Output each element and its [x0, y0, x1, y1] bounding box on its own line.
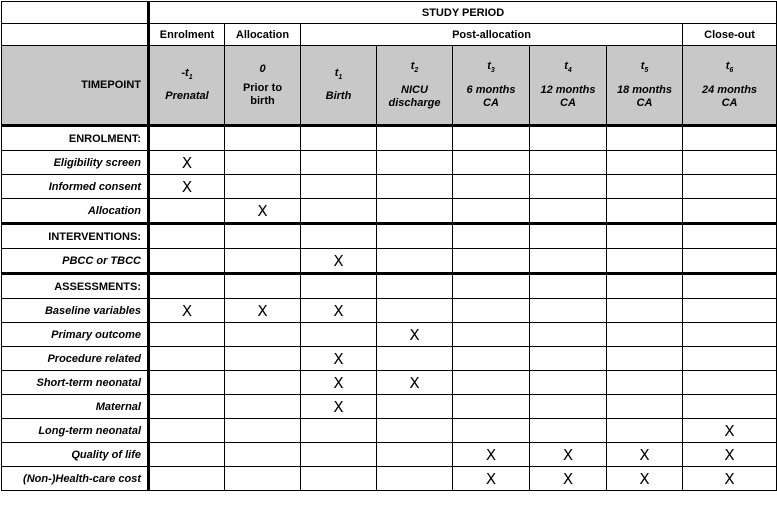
schedule-cell: [225, 224, 301, 249]
schedule-cell: [225, 323, 301, 347]
x-mark: X: [333, 251, 344, 270]
timepoint-cell: [453, 46, 530, 126]
enrolment-header: Enrolment: [149, 24, 225, 46]
timepoint-cell: [377, 46, 453, 126]
timepoint-description: Prior to: [242, 81, 283, 94]
schedule-cell: [149, 249, 225, 274]
schedule-cell: [225, 199, 301, 224]
schedule-cell: [301, 249, 377, 274]
timepoint-code: [229, 63, 296, 76]
schedule-cell: [453, 299, 530, 323]
row-label: Long-term neonatal: [2, 419, 149, 443]
schedule-cell: [377, 323, 453, 347]
timepoint-code: [381, 60, 448, 77]
table-row: [2, 371, 777, 395]
section-header-row: [2, 224, 777, 249]
table-row: [2, 299, 777, 323]
timepoint-code: [611, 60, 678, 77]
schedule-cell: [683, 151, 777, 175]
table-row: [2, 467, 777, 491]
timepoint-code-prefix: t: [564, 60, 568, 73]
schedule-cell: [301, 443, 377, 467]
schedule-cell: [225, 126, 301, 151]
schedule-cell: [607, 274, 683, 299]
schedule-cell: [149, 299, 225, 323]
schedule-cell: [607, 224, 683, 249]
timepoint-code-prefix: t: [725, 60, 730, 73]
row-label: Allocation: [2, 199, 149, 224]
schedule-cell: [453, 443, 530, 467]
x-mark: X: [181, 177, 193, 196]
schedule-cell: [377, 199, 453, 224]
timepoint-code-subscript: 2: [414, 67, 419, 75]
table-body: [2, 2, 777, 491]
section-title: ASSESSMENTS:: [2, 274, 149, 299]
table-row: [2, 175, 777, 199]
timepoint-description: Prenatal: [165, 90, 209, 103]
schedule-cell: [225, 347, 301, 371]
timepoint-description: NICU: [401, 83, 428, 96]
schedule-cell: [225, 371, 301, 395]
post-allocation-header: Post-allocation: [301, 24, 683, 46]
row-label: Quality of life: [2, 443, 149, 467]
row-label: Baseline variables: [2, 299, 149, 323]
schedule-cell: [149, 151, 225, 175]
schedule-cell: [377, 467, 453, 491]
schedule-cell: [301, 151, 377, 175]
schedule-cell: [301, 199, 377, 224]
schedule-cell: [530, 274, 607, 299]
x-mark: X: [724, 469, 735, 488]
schedule-cell: [149, 199, 225, 224]
schedule-cell: [225, 419, 301, 443]
schedule-cell: [377, 175, 453, 199]
close-out-header: Close-out: [683, 24, 777, 46]
schedule-cell: [149, 126, 225, 151]
schedule-cell: [301, 224, 377, 249]
timepoint-code-subscript: 5: [644, 67, 649, 75]
schedule-cell: [377, 347, 453, 371]
section-title: INTERVENTIONS:: [2, 224, 149, 249]
study-period-row: [2, 2, 777, 24]
schedule-cell: [225, 274, 301, 299]
schedule-cell: [453, 323, 530, 347]
schedule-cell: [683, 443, 777, 467]
schedule-cell: [530, 151, 607, 175]
table-row: [2, 199, 777, 224]
timepoint-cell: [225, 46, 301, 126]
timepoint-description: 18 months: [616, 83, 672, 96]
schedule-cell: [683, 419, 777, 443]
schedule-cell: [683, 274, 777, 299]
row-label: Eligibility screen: [2, 151, 149, 175]
table-row: [2, 249, 777, 274]
x-mark: X: [409, 325, 420, 344]
schedule-cell: [530, 371, 607, 395]
x-mark: X: [485, 469, 497, 488]
schedule-cell: [607, 443, 683, 467]
schedule-cell: [301, 126, 377, 151]
schedule-cell: [607, 395, 683, 419]
schedule-cell: [683, 371, 777, 395]
schedule-cell: [377, 224, 453, 249]
timepoint-description: 12 months: [540, 83, 596, 96]
schedule-cell: [530, 467, 607, 491]
timepoint-label: TIMEPOINT: [2, 46, 149, 126]
schedule-cell: [149, 395, 225, 419]
schedule-cell: [607, 249, 683, 274]
schedule-cell: [530, 199, 607, 224]
timepoint-code-prefix: 0: [259, 62, 266, 75]
timepoint-code-prefix: t: [410, 60, 415, 73]
schedule-cell: [453, 467, 530, 491]
timepoint-code-prefix: t: [640, 60, 645, 73]
schedule-cell: [607, 175, 683, 199]
row-label: Short-term neonatal: [2, 371, 149, 395]
x-mark: X: [181, 153, 193, 172]
corner-cell: [2, 24, 149, 46]
schedule-cell: [530, 395, 607, 419]
schedule-cell: [301, 347, 377, 371]
schedule-cell: [530, 126, 607, 151]
timepoint-code: [305, 67, 372, 84]
schedule-cell: [377, 443, 453, 467]
row-label: Procedure related: [2, 347, 149, 371]
timepoint-code: [154, 67, 220, 84]
x-mark: X: [562, 445, 574, 464]
schedule-cell: [530, 419, 607, 443]
schedule-cell: [149, 323, 225, 347]
schedule-cell: [301, 419, 377, 443]
corner-cell: [2, 2, 149, 24]
timepoint-description: 6 months: [466, 83, 516, 96]
x-mark: X: [333, 397, 344, 416]
schedule-cell: [301, 467, 377, 491]
phase-row: [2, 24, 777, 46]
schedule-cell: [607, 126, 683, 151]
schedule-cell: [301, 299, 377, 323]
timepoint-description: birth: [250, 94, 275, 107]
timepoint-description: 24 months: [702, 83, 758, 96]
schedule-cell: [225, 443, 301, 467]
schedule-cell: [377, 419, 453, 443]
timepoint-code-subscript: 1: [188, 74, 193, 82]
schedule-cell: [377, 371, 453, 395]
timepoint-cell: [149, 46, 225, 126]
table-row: [2, 347, 777, 371]
schedule-cell: [453, 175, 530, 199]
schedule-cell: [683, 323, 777, 347]
schedule-cell: [530, 347, 607, 371]
schedule-cell: [530, 323, 607, 347]
schedule-cell: [530, 249, 607, 274]
x-mark: X: [333, 301, 344, 320]
schedule-cell: [530, 175, 607, 199]
schedule-cell: [377, 126, 453, 151]
x-mark: X: [257, 201, 268, 220]
schedule-cell: [683, 347, 777, 371]
timepoint-description: CA: [636, 96, 653, 109]
schedule-cell: [453, 395, 530, 419]
timepoint-description: discharge: [388, 96, 441, 109]
timepoint-cell: [683, 46, 777, 126]
schedule-cell: [149, 443, 225, 467]
timepoint-code: [534, 60, 602, 77]
timepoint-code: [687, 60, 772, 77]
schedule-cell: [683, 249, 777, 274]
schedule-cell: [225, 299, 301, 323]
schedule-cell: [607, 347, 683, 371]
schedule-cell: [453, 371, 530, 395]
timepoint-row: [2, 46, 777, 126]
schedule-cell: [683, 126, 777, 151]
schedule-cell: [683, 395, 777, 419]
schedule-cell: [149, 467, 225, 491]
spirit-schedule-table: [1, 1, 777, 491]
x-mark: X: [257, 301, 268, 320]
schedule-cell: [149, 347, 225, 371]
x-mark: X: [333, 373, 344, 392]
timepoint-code-subscript: 1: [338, 74, 343, 82]
schedule-cell: [453, 274, 530, 299]
timepoint-description: Birth: [325, 90, 352, 103]
schedule-cell: [530, 224, 607, 249]
timepoint-description: CA: [483, 96, 499, 109]
schedule-cell: [225, 151, 301, 175]
schedule-cell: [607, 199, 683, 224]
timepoint-code-prefix: t: [487, 60, 491, 73]
schedule-cell: [301, 175, 377, 199]
x-mark: X: [333, 349, 344, 368]
schedule-cell: [149, 274, 225, 299]
schedule-cell: [149, 224, 225, 249]
x-mark: X: [409, 373, 420, 392]
schedule-cell: [149, 419, 225, 443]
schedule-cell: [683, 175, 777, 199]
schedule-cell: [149, 175, 225, 199]
row-label: (Non-)Health-care cost: [2, 467, 149, 491]
timepoint-code-prefix: -t: [181, 66, 189, 79]
schedule-cell: [607, 151, 683, 175]
row-label: Informed consent: [2, 175, 149, 199]
timepoint-code-subscript: 4: [567, 67, 572, 75]
schedule-cell: [453, 224, 530, 249]
schedule-cell: [607, 371, 683, 395]
section-header-row: [2, 274, 777, 299]
schedule-cell: [530, 299, 607, 323]
x-mark: X: [724, 445, 735, 464]
schedule-cell: [225, 395, 301, 419]
schedule-cell: [225, 175, 301, 199]
timepoint-cell: [530, 46, 607, 126]
x-mark: X: [181, 301, 193, 320]
timepoint-description: CA: [721, 96, 738, 109]
schedule-cell: [453, 126, 530, 151]
schedule-cell: [377, 299, 453, 323]
timepoint-code-subscript: 6: [729, 67, 734, 75]
schedule-cell: [683, 299, 777, 323]
schedule-cell: [453, 419, 530, 443]
schedule-cell: [453, 199, 530, 224]
section-header-row: [2, 126, 777, 151]
schedule-cell: [377, 274, 453, 299]
table-row: [2, 151, 777, 175]
schedule-cell: [607, 299, 683, 323]
schedule-cell: [683, 199, 777, 224]
table-row: [2, 419, 777, 443]
row-label: Maternal: [2, 395, 149, 419]
x-mark: X: [639, 445, 650, 464]
x-mark: X: [485, 445, 497, 464]
schedule-cell: [225, 467, 301, 491]
schedule-cell: [377, 249, 453, 274]
schedule-cell: [377, 151, 453, 175]
timepoint-code-prefix: t: [334, 66, 339, 79]
timepoint-description: CA: [560, 96, 576, 109]
schedule-cell: [301, 323, 377, 347]
x-mark: X: [562, 469, 574, 488]
row-label: Primary outcome: [2, 323, 149, 347]
study-period-header: STUDY PERIOD: [149, 2, 777, 24]
x-mark: X: [724, 421, 735, 440]
timepoint-code: [457, 60, 525, 77]
schedule-cell: [301, 371, 377, 395]
schedule-cell: [453, 249, 530, 274]
schedule-cell: [301, 395, 377, 419]
schedule-cell: [149, 371, 225, 395]
schedule-cell: [607, 419, 683, 443]
allocation-header: Allocation: [225, 24, 301, 46]
schedule-cell: [683, 224, 777, 249]
timepoint-cell: [607, 46, 683, 126]
table-row: [2, 443, 777, 467]
schedule-cell: [607, 467, 683, 491]
row-label: PBCC or TBCC: [2, 249, 149, 274]
timepoint-code-subscript: 3: [490, 67, 495, 75]
table-row: [2, 395, 777, 419]
schedule-cell: [453, 347, 530, 371]
x-mark: X: [639, 469, 650, 488]
schedule-cell: [683, 467, 777, 491]
section-title: ENROLMENT:: [2, 126, 149, 151]
schedule-cell: [301, 274, 377, 299]
table-row: [2, 323, 777, 347]
schedule-cell: [607, 323, 683, 347]
schedule-cell: [453, 151, 530, 175]
timepoint-cell: [301, 46, 377, 126]
schedule-cell: [225, 249, 301, 274]
schedule-cell: [530, 443, 607, 467]
schedule-cell: [377, 395, 453, 419]
